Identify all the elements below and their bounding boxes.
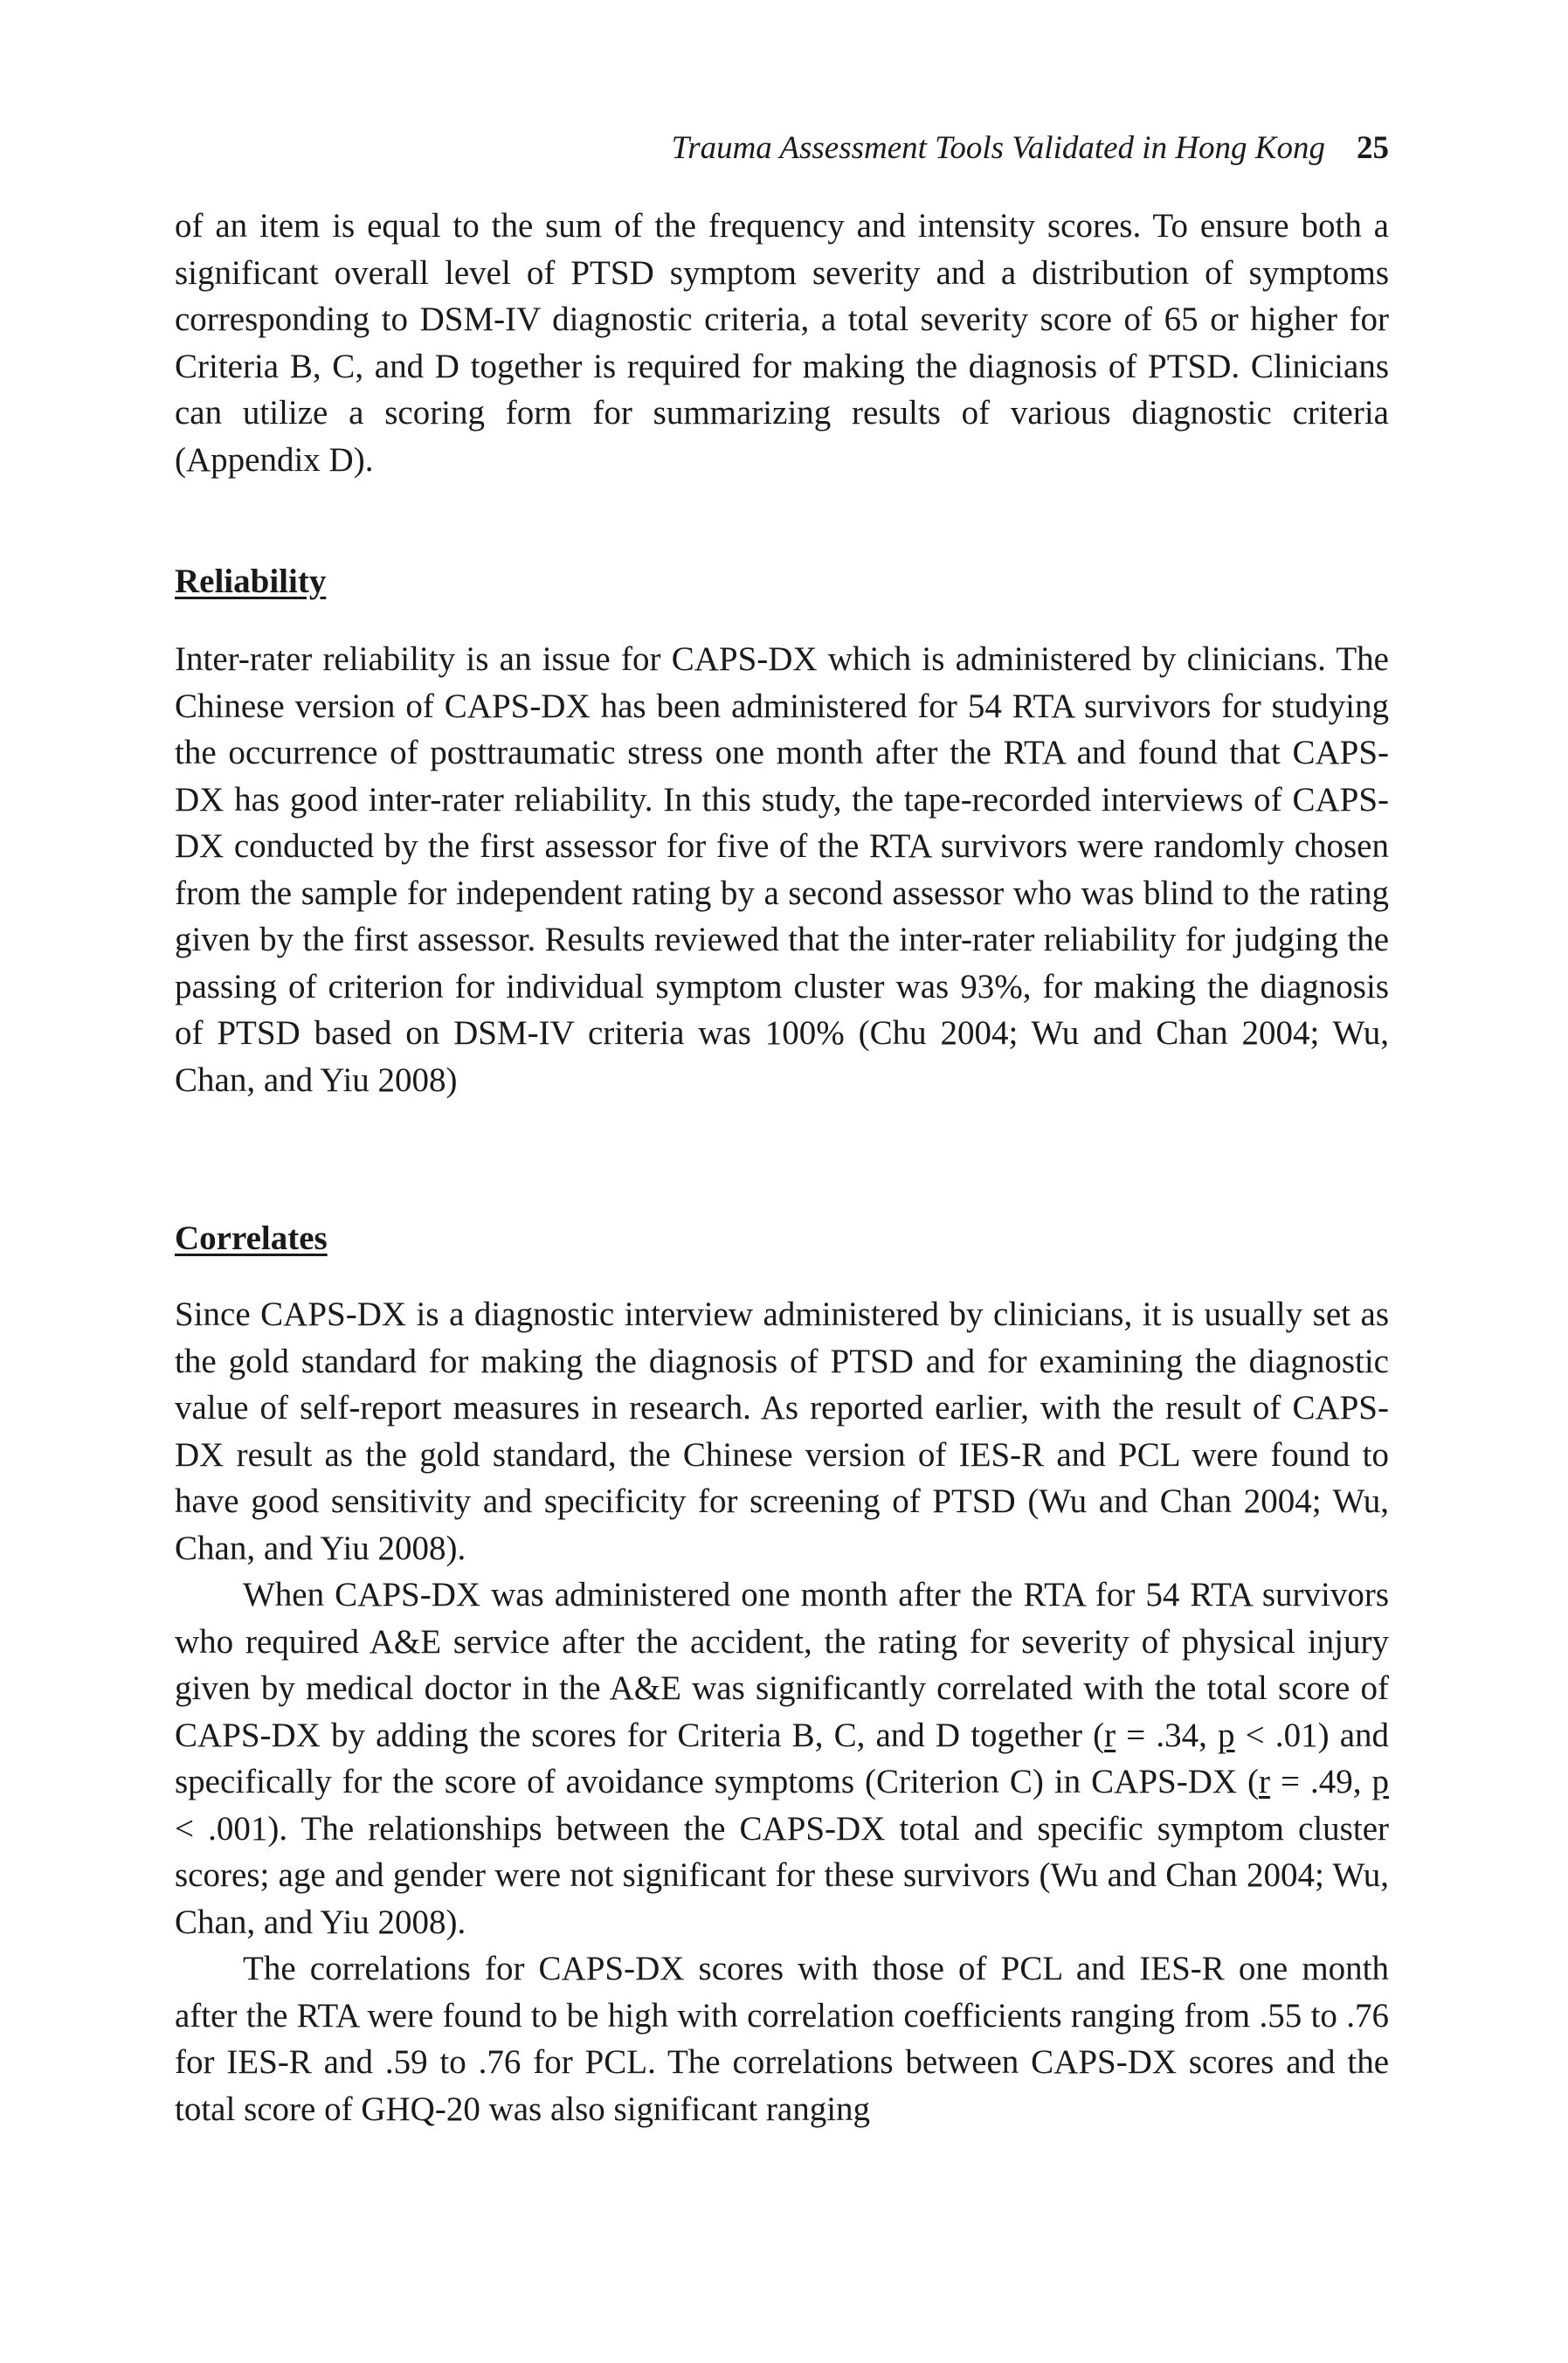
r-symbol: r — [1259, 1763, 1271, 1800]
page-number: 25 — [1357, 130, 1389, 166]
running-header — [175, 129, 1389, 168]
correlates-paragraph-3: The correlations for CAPS-DX scores with those of PCL and IES-R one month after the RTA were found to be high with correlation coefficients ranging from .55 to .76 for IES-R and .59 to .76 for PCL. The correlations between CAPS-DX scores and the total score of GHQ-20 was also significant ranging — [175, 1950, 1389, 2128]
running-title: Trauma Assessment Tools Validated in Hong Kong — [671, 130, 1325, 166]
r-symbol: r — [1104, 1716, 1116, 1754]
reliability-section — [175, 636, 1389, 1103]
reliability-heading: Reliability — [175, 563, 327, 600]
correlates-paragraph-1: Since CAPS-DX is a diagnostic interview administered by clinicians, it is usually set as the gold standard for making the diagnosis of PTSD and for examining the diagnostic value of self-report measures in research. As reported earlier, with the result of CAPS-DX result as the gold standard, the Chinese version of IES-R and PCL were found to have good sensitivity and specificity for screening of PTSD (Wu and Chan 2004; Wu, Chan, and Yiu 2008). — [175, 1296, 1389, 1567]
p2-text-2: = .34, — [1116, 1716, 1219, 1754]
intro-paragraph: of an item is equal to the sum of the frequency and intensity scores. To ensure both a significant overall level of PTSD symptom severity and a distribution of symptoms corresponding to DSM-IV diagnostic criteria, a total severity score of 65 or higher for Criteria B, C, and D together is required for making the diagnosis of PTSD. Clinicians can utilize a scoring form for summarizing results of various diagnostic criteria (Appendix D). — [175, 207, 1389, 479]
correlates-section — [175, 1291, 1389, 2132]
p2-text-1: When CAPS-DX was administered one month after the RTA for 54 RTA survivors who required A&E service after the accident, the rating for severity of physical injury given by medical doctor in the A&E was significantly correlated with the total score of CAPS-DX by adding the scores for Criteria B, C, and D together ( — [175, 1576, 1389, 1754]
correlates-paragraph-2 — [175, 1572, 1389, 1945]
p2-text-4: = .49, — [1270, 1763, 1372, 1800]
p-symbol: p — [1218, 1716, 1235, 1754]
p2-text-5: < .001). The relationships between the CAPS-DX total and specific symptom cluster scores; age and gender were not significant for these survivors (Wu and Chan 2004; Wu, Chan, and Yiu 2008). — [175, 1809, 1389, 1941]
correlates-heading: Correlates — [175, 1220, 328, 1257]
p2-text-3: < .01) and specifically for the score of avoidance symptoms (Criterion C) in CAPS-DX ( — [175, 1716, 1390, 1800]
reliability-paragraph: Inter-rater reliability is an issue for CAPS-DX which is administered by clinicians. The Chinese version of CAPS-DX has been administered for 54 RTA survivors for studying the occurrence of posttraumatic stress one month after the RTA and found that CAPS-DX has good inter-rater reliability. In this study, the tape-recorded interviews of CAPS-DX conducted by the first assessor for five of the RTA survivors were randomly chosen from the sample for independent rating by a second assessor who was blind to the rating given by the first assessor. Results reviewed that the inter-rater reliability for judging the passing of criterion for individual symptom cluster was 93%, for making the diagnosis of PTSD based on DSM-IV criteria was 100% (Chu 2004; Wu and Chan 2004; Wu, Chan, and Yiu 2008) — [175, 640, 1389, 1099]
intro-section — [175, 203, 1389, 483]
p-symbol: p — [1371, 1763, 1389, 1800]
